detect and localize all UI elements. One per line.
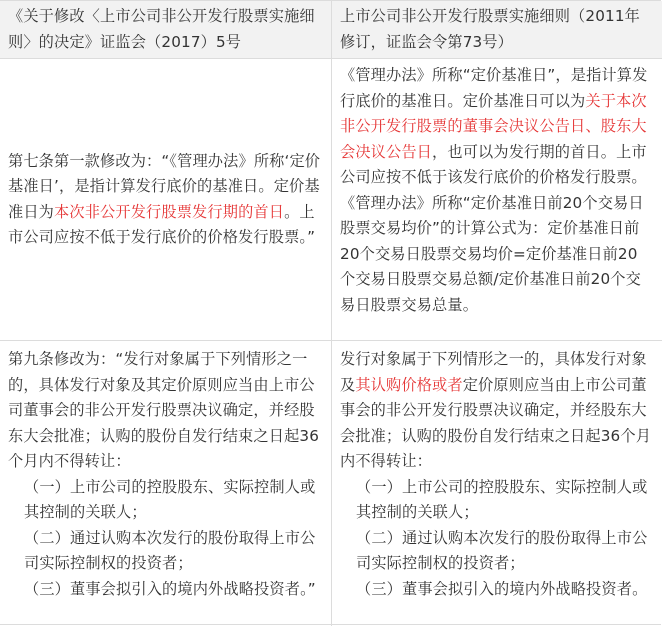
article-9-original-item-2: （二）通过认购本次发行的股份取得上市公司实际控制权的投资者； (356, 528, 648, 572)
table-row-article-7 (0, 58, 662, 340)
article-7-amended-cell (0, 59, 331, 340)
article-7-amended-after: 。上市公司应按不低于发行底价的价格发行股票。” (8, 202, 316, 246)
article-7-amended-text (8, 149, 321, 251)
article-9-original-intro-highlight: 其认购价格或者 (355, 375, 463, 394)
table-row-article-9 (0, 340, 662, 626)
article-9-amended-cell (0, 341, 331, 626)
article-9-original-intro (340, 347, 652, 475)
article-7-original-p1 (340, 63, 652, 191)
header-cell-original (331, 1, 662, 58)
header-amendment-text: 《关于修改〈上市公司非公开发行股票实施细则〉的决定》证监会（2017）5号 (8, 7, 315, 51)
article-7-original-p2: 《管理办法》所称“定价基准日前20个交易日股票交易均价”的计算公式为：定价基准日前20个交易日股票交易均价=定价基准日前20个交易日股票交易总额/定价基准日前20个交易日股票交易总量。 (340, 193, 644, 314)
header-cell-amendment (0, 1, 331, 58)
article-9-amended-item-1: （一）上市公司的控股股东、实际控制人或其控制的关联人； (24, 477, 316, 521)
article-7-amended-before: 第七条第一款修改为：“《管理办法》所称‘定价基准日’，是指计算发行底价的基准日。定价基准日为 (8, 151, 321, 221)
article-7-original-p1-highlight: 关于本次非公开发行股票的董事会决议公告日、股东大会决议公告日 (340, 91, 647, 161)
article-9-original-item-1: （一）上市公司的控股股东、实际控制人或其控制的关联人； (356, 477, 648, 521)
article-9-amended-intro: 第九条修改为：“发行对象属于下列情形之一的，具体发行对象及其定价原则应当由上市公司董事会的非公开发行股票决议确定，并经股东大会批准；认购的股份自发行结束之日起36个月内不得转让： (8, 350, 320, 470)
header-original-text: 上市公司非公开发行股票实施细则（2011年修订，证监会令第73号） (340, 7, 640, 51)
article-9-original-cell (331, 341, 662, 626)
article-9-amended-item-3: （三）董事会拟引入的境内外战略投资者。” (24, 579, 316, 598)
article-7-original-p1-before: 《管理办法》所称“定价基准日”，是指计算发行底价的基准日。定价基准日可以为 (340, 66, 648, 110)
article-9-original-intro-before: 发行对象属于下列情形之一的，具体发行对象及 (340, 350, 647, 394)
article-9-amended-item-2: （二）通过认购本次发行的股份取得上市公司实际控制权的投资者； (24, 528, 316, 572)
table-header-row (0, 1, 662, 58)
article-9-original-intro-after: 定价原则应当由上市公司董事会的非公开发行股票决议确定，并经股东大会批准；认购的股份自发行结束之日起36个月内不得转让： (340, 375, 652, 470)
article-7-amended-highlight: 本次非公开发行股票发行期的首日 (54, 202, 285, 221)
article-7-original-p1-after: ，也可以为发行期的首日。上市公司应按不低于该发行底价的价格发行股票。 (340, 142, 647, 186)
article-9-original-item-3: （三）董事会拟引入的境内外战略投资者。 (356, 579, 648, 598)
article-7-original-cell (331, 59, 662, 340)
